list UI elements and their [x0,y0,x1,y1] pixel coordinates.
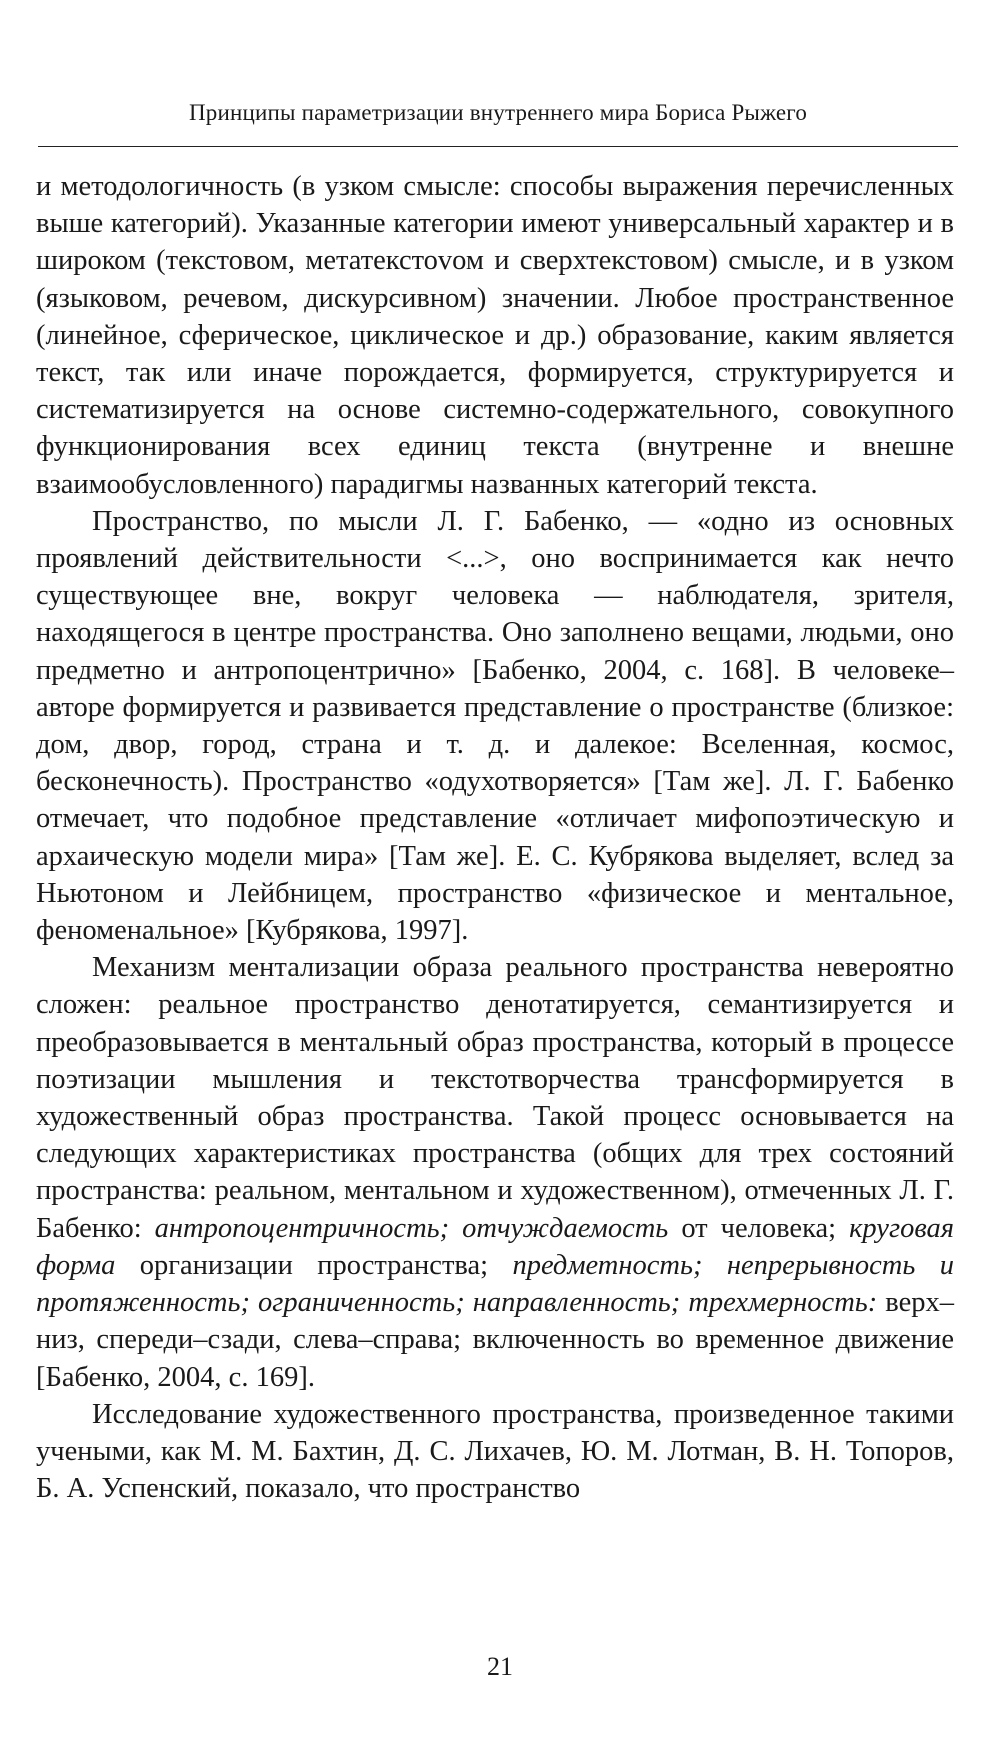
paragraph-3-text-3: организации пространства; [115,1249,513,1281]
paragraph-1: и методологичность (в узком смысле: способы выражения перечисленных выше категорий). Указанные категории имеют универсальный характер и в широком (текстовом, метатекстоvом и сверхтекстовом) смысле, и в узком (языковом, речевом, дискурсивном) значении. Любое пространственное (линейное, сферическое, циклическое и др.) образование, каким является текст, так или иначе порождается, формируется, структурируется и систематизируется на основе системно-содержательного, совокупного функционирования всех единиц текста (внутренне и внешне взаимообусловленного) парадигмы названных категорий текста. [36,171,954,500]
paragraph-3-text-4: верх–низ, спереди–сзади, слева–справа; включенность во временное движение [Бабенко, 2004, с. 169]. [36,1287,954,1393]
paragraph-3-text-1: Механизм ментализации образа реального пространства невероятно сложен: реальное пространство денотатируется, семантизируется и преобразовывается в ментальный образ пространства, который в процессе поэтизации мышления и текстотворчества трансформируется в художественный образ пространства. Такой процесс основывается на следующих характеристиках пространства (общих для трех состояний пространства: реальном, ментальном и художественном), отмеченных Л. Г. Бабенко: [36,952,954,1244]
paragraph-3-emphasis-3: предметность; непрерывность и протяженность; ограниченность; направленность; трехмерность: [36,1249,955,1319]
paragraph-3-emphasis-2: круговая форма [36,1212,954,1281]
body-text [36,168,954,1507]
paragraph-2: Пространство, по мысли Л. Г. Бабенко, — «одно из основных проявлений действительности <...>, оно воспринимается как нечто существующее вне, вокруг человека — наблюдателя, зрителя, находящегося в центре пространства. Оно заполнено вещами, людьми, оно предметно и антропоцентрично» [Бабенко, 2004, с. 168]. В человеке–авторе формируется и развивается представление о пространстве (близкое: дом, двор, город, страна и т. д. и далекое: Вселенная, космос, бесконечность). Пространство «одухотворяется» [Там же]. Л. Г. Бабенко отмечает, что подобное представление «отличает мифопоэтическую и архаическую модели мира» [Там же]. Е. С. Кубрякова выделяет, вслед за Ньютоном и Лейбницем, пространство «физическое и ментальное, феноменальное» [Кубрякова, 1997]. [36,505,954,947]
paragraph-4: Исследование художественного пространства, произведенное такими учеными, как М. М. Бахтин, Д. С. Лихачев, Ю. М. Лотман, В. Н. Топоров, Б. А. Успенский, показало, что пространство [36,1398,954,1505]
running-header: Принципы параметризации внутреннего мира Бориса Рыжего [188,100,808,125]
header-rule [38,146,958,147]
page-number: 21 [487,1652,513,1681]
paragraph-3-text-2: от человека; [668,1212,850,1244]
paragraph-3 [36,949,954,1395]
paragraph-3-emphasis-1: антропоцентричность; отчуждаемость [154,1212,669,1244]
